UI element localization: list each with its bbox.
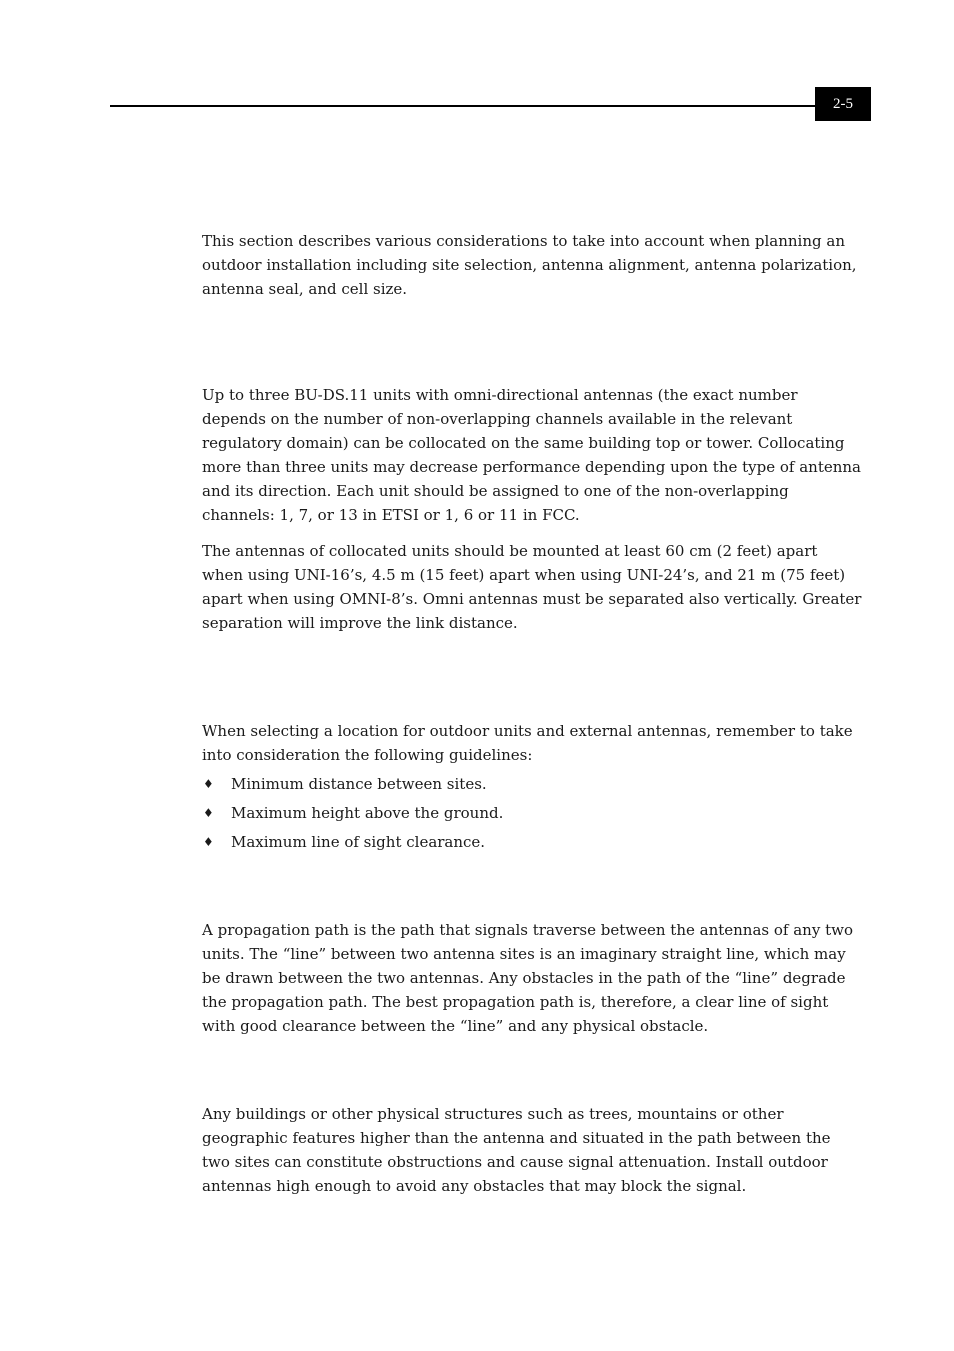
list-item: ♦ Maximum height above the ground.: [202, 801, 862, 825]
diamond-bullet-icon: ♦: [203, 806, 214, 820]
list-item: ♦ Minimum distance between sites.: [202, 772, 862, 796]
page-number: 2-5: [815, 87, 871, 121]
guidelines-list: [202, 772, 862, 854]
collocation-paragraph-2: The antennas of collocated units should be mounted at least 60 cm (2 feet) apart when using UNI-16’s, 4.5 m (15 feet) apart when using UNI-24’s, and 21 m (75 feet) apart when using OMNI-8’s. Omni antennas must be separated also vertically. Greater separation will improve the link distance.: [202, 542, 862, 632]
obstructions-paragraph: Any buildings or other physical structures such as trees, mountains or other geographic features higher than the antenna and situated in the path between the two sites can constitute obstructions and cause signal attenuation. Install outdoor antennas high enough to avoid any obstacles that may block the signal.: [202, 1105, 831, 1195]
propagation-section: [202, 918, 862, 1038]
diamond-bullet-icon: ♦: [203, 835, 214, 849]
collocation-section: [202, 383, 862, 635]
collocation-paragraph-1: Up to three BU-DS.11 units with omni-directional antennas (the exact number depends on the number of non-overlapping channels available in the relevant regulatory domain) can be collocated on the same building top or tower. Collocating more than three units may decrease performance depending upon the type of antenna and its direction. Each unit should be assigned to one of the non-overlapping channels: 1, 7, or 13 in ETSI or 1, 6 or 11 in FCC.: [202, 386, 861, 524]
site-selection-section: [202, 719, 862, 859]
intro-paragraph: This section describes various considerations to take into account when planning an outdoor installation including site selection, antenna alignment, antenna polarization, antenna seal, and cell size.: [202, 232, 857, 298]
obstructions-section: [202, 1102, 862, 1198]
propagation-paragraph: A propagation path is the path that signals traverse between the antennas of any two units. The “line” between two antenna sites is an imaginary straight line, which may be drawn between the two antennas. Any obstacles in the path of the “line” degrade the propagation path. The best propagation path is, therefore, a clear line of sight with good clearance between the “line” and any physical obstacle.: [202, 921, 853, 1035]
intro-section: [202, 229, 862, 301]
header-rule: [110, 105, 816, 107]
diamond-bullet-icon: ♦: [203, 777, 214, 791]
site-selection-intro: When selecting a location for outdoor units and external antennas, remember to take into consideration the following guidelines:: [202, 722, 853, 764]
list-item: ♦ Maximum line of sight clearance.: [202, 830, 862, 854]
